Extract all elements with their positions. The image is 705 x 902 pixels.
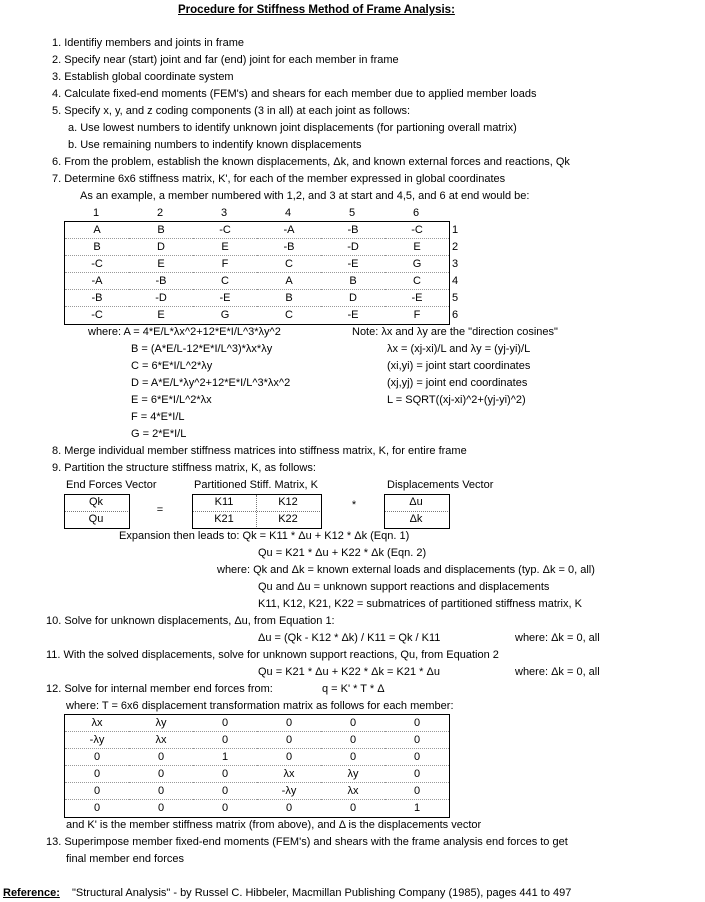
step-5b: b. Use remaining numbers to indentify known displacements [68, 139, 362, 151]
tmatrix-cell: 0 [157, 785, 165, 797]
definition-b: B = (A*E/L-12*E*I/L^3)*λx*λy [131, 343, 273, 355]
tmatrix-cell: 0 [221, 785, 229, 797]
kmatrix-row-header: 5 [452, 292, 459, 304]
transformation-matrix [65, 715, 449, 816]
kmatrix-cell: E [221, 241, 229, 253]
tmatrix-cell: 0 [285, 751, 293, 763]
step-4: 4. Calculate fixed-end moments (FEM's) and shears for each member due to applied member loads [52, 88, 537, 100]
kmatrix-cell: B [285, 292, 293, 304]
qk-cell: Qk [88, 496, 104, 508]
tmatrix-cell: λy [155, 717, 167, 729]
kmatrix-cell: D [349, 292, 357, 304]
definition-a: where: A = 4*E/L*λx^2+12*E*I/L^3*λy^2 [88, 326, 281, 338]
tmatrix-cell: 0 [413, 785, 421, 797]
kmatrix-col-header: 2 [156, 207, 164, 219]
kmatrix-col-header: 5 [348, 207, 356, 219]
step-11-where: where: Δk = 0, all [515, 666, 600, 678]
definition-g: G = 2*E*I/L [131, 428, 187, 440]
tmatrix-row [65, 749, 449, 766]
k11-cell: K11 [214, 496, 234, 508]
tmatrix-cell: 0 [413, 717, 421, 729]
kmatrix-row-header: 4 [452, 275, 459, 287]
step-12-after: and K' is the member stiffness matrix (from above), and Δ is the displacements vector [66, 819, 482, 831]
tmatrix-cell: 0 [413, 734, 421, 746]
kmatrix-row [65, 290, 449, 307]
tmatrix-cell: 0 [221, 717, 229, 729]
tmatrix-cell: 0 [349, 734, 357, 746]
step-12: 12. Solve for internal member end forces from: [46, 683, 273, 695]
tmatrix-cell: 0 [349, 717, 357, 729]
tmatrix-row [65, 766, 449, 783]
tmatrix-cell: 1 [413, 802, 421, 814]
tmatrix-row [65, 715, 449, 732]
note-start-coords: (xi,yi) = joint start coordinates [387, 360, 531, 372]
kmatrix-cell: B [349, 275, 357, 287]
kmatrix-cell: B [93, 241, 101, 253]
end-forces-label: End Forces Vector [66, 479, 157, 491]
displacements-label: Displacements Vector [387, 479, 494, 491]
kmatrix-cell: C [221, 275, 229, 287]
step-12-equation: q = K' * T * Δ [322, 683, 385, 695]
tmatrix-cell: 0 [221, 734, 229, 746]
kmatrix-col-header: 1 [92, 207, 100, 219]
kmatrix-cell: F [413, 309, 421, 321]
tmatrix-cell: 0 [413, 768, 421, 780]
step-9: 9. Partition the structure stiffness matrix, K, as follows: [52, 462, 316, 474]
note-end-coords: (xj,yj) = joint end coordinates [387, 377, 528, 389]
tmatrix-cell: λx [347, 785, 359, 797]
qu-cell: Qu [88, 513, 104, 525]
reference-label: Reference: [3, 887, 60, 899]
kmatrix-cell: C [285, 309, 293, 321]
kmatrix-row [65, 222, 449, 239]
tmatrix-row [65, 783, 449, 800]
kmatrix-cell: -E [411, 292, 423, 304]
du-cell: Δu [409, 496, 423, 508]
kmatrix-cell: -B [283, 241, 295, 253]
kmatrix-row-header: 1 [452, 224, 459, 236]
step-5: 5. Specify x, y, and z coding components (3 in all) at each joint as follows: [52, 105, 411, 117]
k21-cell: K21 [214, 513, 234, 525]
kmatrix-cell: E [157, 258, 165, 270]
kmatrix-cell: D [157, 241, 165, 253]
k22-cell: K22 [278, 513, 298, 525]
step-12-transform: where: T = 6x6 displacement transformation matrix as follows for each member: [66, 700, 454, 712]
kmatrix-cell: -B [91, 292, 103, 304]
step-10: 10. Solve for unknown displacements, Δu, from Equation 1: [46, 615, 335, 627]
tmatrix-row [65, 800, 449, 817]
partitioned-stiff-label: Partitioned Stiff. Matrix, K [194, 479, 318, 491]
kmatrix-cell: -E [347, 258, 359, 270]
tmatrix-cell: 0 [157, 802, 165, 814]
tmatrix-cell: 0 [93, 802, 101, 814]
step-6: 6. From the problem, establish the known displacements, Δk, and known external forces and reactions, Qk [52, 156, 570, 168]
kmatrix-cell: C [413, 275, 421, 287]
tmatrix-cell: 0 [349, 751, 357, 763]
kmatrix-cell: -D [155, 292, 167, 304]
tmatrix-cell: 0 [93, 768, 101, 780]
kmatrix-cell: G [220, 309, 230, 321]
kmatrix-row [65, 273, 449, 290]
step-10-where: where: Δk = 0, all [515, 632, 600, 644]
tmatrix-cell: λx [91, 717, 103, 729]
expansion-eqn-2: Qu = K21 * Δu + K22 * Δk (Eqn. 2) [258, 547, 427, 559]
step-11: 11. With the solved displacements, solve for unknown support reactions, Qu, from Equation 2 [46, 649, 499, 661]
definition-c: C = 6*E*I/L^2*λy [131, 360, 213, 372]
kmatrix-row-header: 3 [452, 258, 459, 270]
kmatrix-cell: E [413, 241, 421, 253]
step-1: 1. Identifiy members and joints in frame [52, 37, 244, 49]
tmatrix-cell: 0 [157, 768, 165, 780]
step-8: 8. Merge individual member stiffness matrices into stiffness matrix, K, for entire frame [52, 445, 467, 457]
tmatrix-cell: 0 [349, 802, 357, 814]
tmatrix-cell: λx [283, 768, 295, 780]
note-direction-cosines: Note: λx and λy are the "direction cosines" [352, 326, 558, 338]
step-10-equation: Δu = (Qk - K12 * Δk) / K11 = Qk / K11 [258, 632, 441, 644]
page-title: Procedure for Stiffness Method of Frame Analysis: [178, 4, 455, 16]
kmatrix-cell: A [93, 224, 101, 236]
step-7: 7. Determine 6x6 stiffness matrix, K', for each of the member expressed in global coordinates [52, 173, 506, 185]
tmatrix-cell: λx [155, 734, 167, 746]
expansion-known: where: Qk and Δk = known external loads and displacements (typ. Δk = 0, all) [217, 564, 595, 576]
note-lambda-def: λx = (xj-xi)/L and λy = (yj-yi)/L [387, 343, 531, 355]
tmatrix-cell: 0 [285, 802, 293, 814]
tmatrix-cell: 0 [221, 768, 229, 780]
tmatrix-cell: 0 [93, 785, 101, 797]
kmatrix-cell: G [412, 258, 422, 270]
definition-d: D = A*E/L*λy^2+12*E*I/L^3*λx^2 [131, 377, 291, 389]
kmatrix-col-header: 3 [220, 207, 228, 219]
expansion-unknown: Qu and Δu = unknown support reactions and displacements [258, 581, 550, 593]
tmatrix-cell: -λy [89, 734, 105, 746]
definition-e: E = 6*E*I/L^2*λx [131, 394, 212, 406]
note-length: L = SQRT((xj-xi)^2+(yj-yi)^2) [387, 394, 526, 406]
tmatrix-cell: 0 [93, 751, 101, 763]
kmatrix-cell: -C [219, 224, 231, 236]
kmatrix-cell: -A [283, 224, 295, 236]
step-3: 3. Establish global coordinate system [52, 71, 234, 83]
kmatrix-row [65, 239, 449, 256]
step-13-cont: final member end forces [66, 853, 184, 865]
kmatrix-cell: -A [91, 275, 103, 287]
kmatrix-cell: -E [347, 309, 359, 321]
kmatrix-cell: -B [347, 224, 359, 236]
kmatrix-cell: -C [91, 258, 103, 270]
kmatrix-col-header: 4 [284, 207, 292, 219]
kmatrix-cell: F [221, 258, 229, 270]
kmatrix-row [65, 307, 449, 324]
multiply-sign: * [351, 499, 357, 511]
stiffness-matrix [65, 222, 449, 323]
expansion-submatrices: K11, K12, K21, K22 = submatrices of partitioned stiffness matrix, K [258, 598, 582, 610]
step-13: 13. Superimpose member fixed-end moments (FEM's) and shears with the frame analysis end forces to get [46, 836, 568, 848]
kmatrix-cell: -E [219, 292, 231, 304]
kmatrix-cell: A [285, 275, 293, 287]
kmatrix-cell: E [157, 309, 165, 321]
kmatrix-cell: -C [411, 224, 423, 236]
reference-text: "Structural Analysis" - by Russel C. Hibbeler, Macmillan Publishing Company (1985), pages 441 to 497 [72, 887, 572, 899]
tmatrix-cell: 1 [221, 751, 229, 763]
kmatrix-col-header: 6 [412, 207, 420, 219]
kmatrix-cell: -B [155, 275, 167, 287]
step-2: 2. Specify near (start) joint and far (end) joint for each member in frame [52, 54, 399, 66]
tmatrix-cell: 0 [413, 751, 421, 763]
tmatrix-cell: 0 [285, 717, 293, 729]
tmatrix-row [65, 732, 449, 749]
equals-sign: = [156, 504, 164, 516]
dk-cell: Δk [409, 513, 423, 525]
kmatrix-cell: -C [91, 309, 103, 321]
tmatrix-cell: -λy [281, 785, 297, 797]
step-7-example: As an example, a member numbered with 1,2, and 3 at start and 4,5, and 6 at end would be: [80, 190, 530, 202]
tmatrix-cell: λy [347, 768, 359, 780]
kmatrix-cell: -D [347, 241, 359, 253]
step-5a: a. Use lowest numbers to identify unknown joint displacements (for partioning overall matrix) [68, 122, 517, 134]
kmatrix-row [65, 256, 449, 273]
tmatrix-cell: 0 [285, 734, 293, 746]
kmatrix-cell: C [285, 258, 293, 270]
kmatrix-row-header: 6 [452, 309, 459, 321]
kmatrix-cell: B [157, 224, 165, 236]
k12-cell: K12 [278, 496, 298, 508]
tmatrix-cell: 0 [157, 751, 165, 763]
definition-f: F = 4*E*I/L [131, 411, 185, 423]
expansion-eqn-1: Expansion then leads to: Qk = K11 * Δu + K12 * Δk (Eqn. 1) [119, 530, 410, 542]
tmatrix-cell: 0 [221, 802, 229, 814]
step-11-equation: Qu = K21 * Δu + K22 * Δk = K21 * Δu [258, 666, 440, 678]
kmatrix-row-header: 2 [452, 241, 459, 253]
